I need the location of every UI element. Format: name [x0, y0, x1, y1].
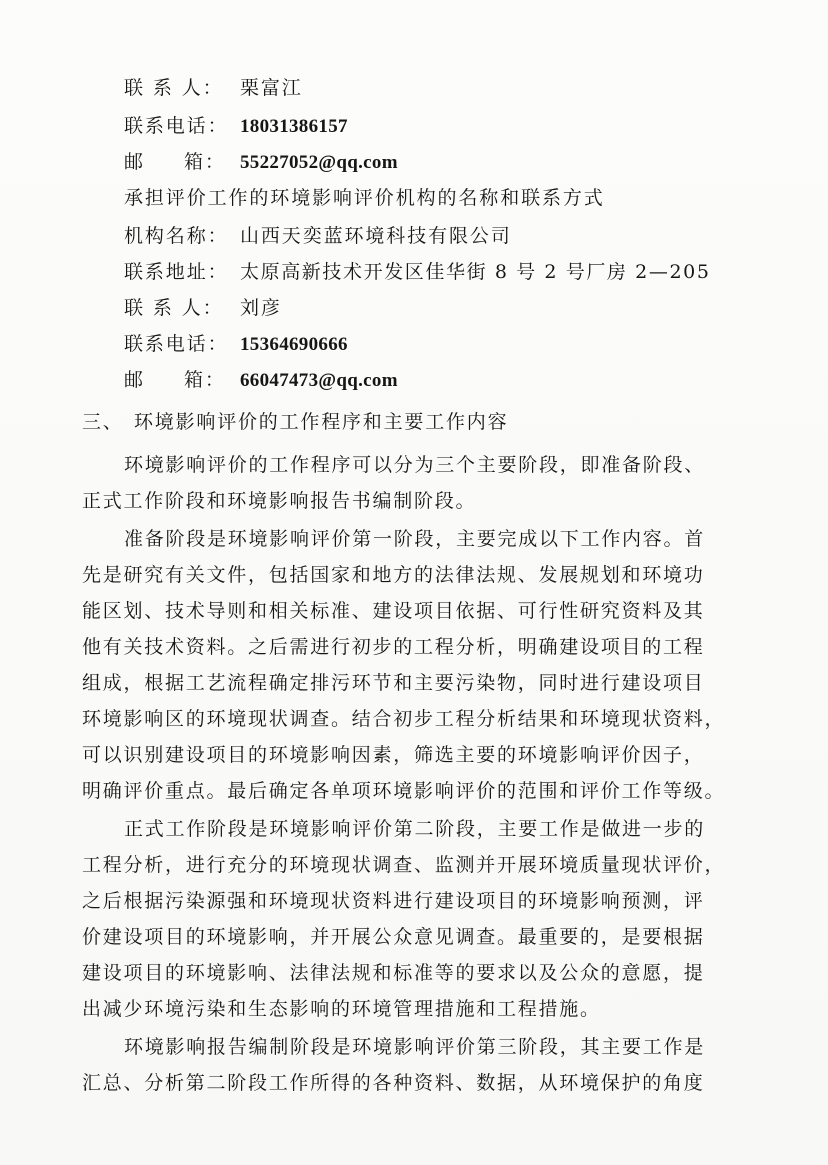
paragraph-line: 价建设项目的环境影响，并开展公众意见调查。最重要的，是要根据	[82, 926, 705, 948]
paragraph-line: 环境影响报告编制阶段是环境影响评价第三阶段，其主要工作是	[124, 1036, 706, 1058]
paragraph-line: 工程分析，进行充分的环境现状调查、监测并开展环境质量现状评价，	[82, 854, 726, 876]
contact-person-row	[124, 76, 303, 100]
agency-email-value: 66047473@qq.com	[240, 370, 398, 391]
section-number: 三、	[82, 411, 124, 433]
email-label: 邮 箱：	[124, 151, 226, 173]
paragraph-line: 先是研究有关文件，包括国家和地方的法律法规、发展规划和环境功	[82, 564, 705, 586]
section-title: 环境影响评价的工作程序和主要工作内容	[134, 411, 509, 433]
agency-email-label: 邮 箱：	[124, 369, 226, 391]
paragraph-line: 正式工作阶段和环境影响报告书编制阶段。	[82, 490, 477, 512]
contact-person-value: 栗富江	[240, 77, 303, 99]
agency-email-row	[124, 368, 398, 393]
agency-address-value: 太原高新技术开发区佳华街 8 号 2 号厂房 2—205	[240, 261, 711, 283]
agency-contact-row	[124, 296, 282, 320]
paragraph-line: 出减少环境污染和生态影响的环境管理措施和工程措施。	[82, 998, 601, 1020]
agency-name-label: 机构名称：	[124, 225, 229, 247]
section-heading	[82, 410, 508, 434]
contact-person-label: 联 系 人：	[124, 77, 224, 99]
paragraph-line: 他有关技术资料。之后需进行初步的工程分析，明确建设项目的工程	[82, 636, 705, 658]
phone-row	[124, 114, 348, 139]
email-row	[124, 150, 398, 175]
paragraph-line: 组成，根据工艺流程确定排污环节和主要污染物，同时进行建设项目	[82, 672, 705, 694]
paragraph-line: 汇总、分析第二阶段工作所得的各种资料、数据，从环境保护的角度	[82, 1072, 705, 1094]
paragraph-line: 环境影响评价的工作程序可以分为三个主要阶段，即准备阶段、	[124, 454, 706, 476]
agency-contact-label: 联 系 人：	[124, 297, 224, 319]
agency-address-row	[124, 260, 711, 284]
paragraph-line: 建设项目的环境影响、法律法规和标准等的要求以及公众的意愿，提	[82, 962, 705, 984]
phone-value: 18031386157	[240, 116, 348, 137]
agency-phone-value: 15364690666	[240, 334, 348, 355]
paragraph-line: 正式工作阶段是环境影响评价第二阶段，主要工作是做进一步的	[124, 818, 706, 840]
agency-name-value: 山西天奕蓝环境科技有限公司	[240, 225, 512, 247]
agency-phone-row	[124, 332, 348, 357]
paragraph-line: 准备阶段是环境影响评价第一阶段，主要完成以下工作内容。首	[124, 528, 706, 550]
agency-address-label: 联系地址：	[124, 261, 229, 283]
agency-phone-label: 联系电话：	[124, 333, 229, 355]
paragraph-line: 环境影响区的环境现状调查。结合初步工程分析结果和环境现状资料，	[82, 708, 726, 730]
paragraph-line: 能区划、技术导则和相关标准、建设项目依据、可行性研究资料及其	[82, 600, 705, 622]
agency-contact-value: 刘彦	[240, 297, 282, 319]
agency-intro: 承担评价工作的环境影响评价机构的名称和联系方式	[124, 187, 605, 209]
agency-name-row	[124, 224, 512, 248]
email-value: 55227052@qq.com	[240, 152, 398, 173]
paragraph-line: 明确评价重点。最后确定各单项环境影响评价的范围和评价工作等级。	[82, 780, 726, 802]
phone-label: 联系电话：	[124, 115, 229, 137]
paragraph-line: 可以识别建设项目的环境影响因素，筛选主要的环境影响评价因子，	[82, 744, 705, 766]
paragraph-line: 之后根据污染源强和环境现状资料进行建设项目的环境影响预测，评	[82, 890, 705, 912]
